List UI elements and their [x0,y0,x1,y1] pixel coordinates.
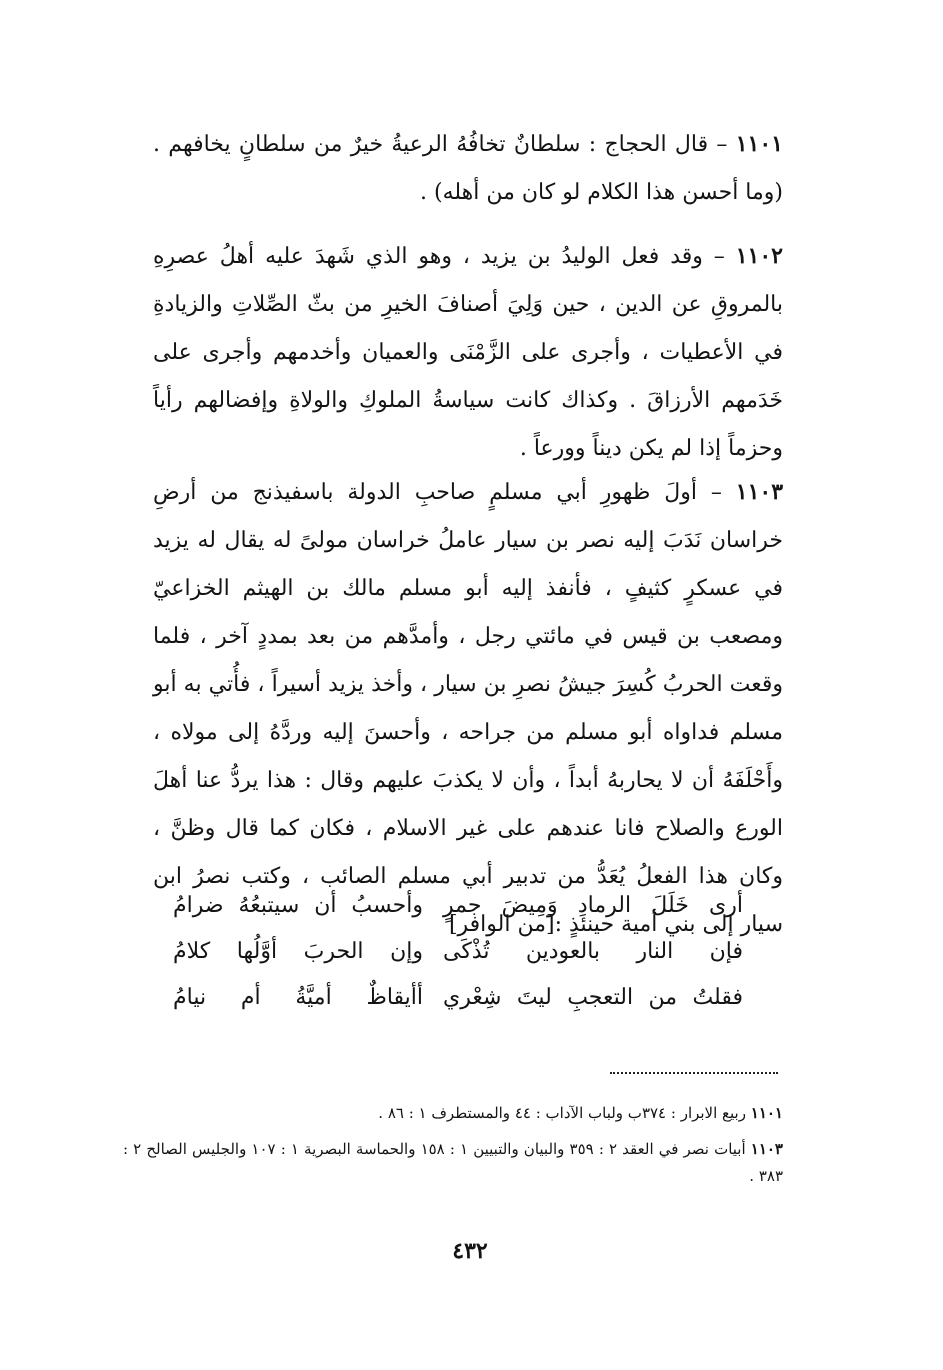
poem-verse [173,882,743,928]
footnote-separator [610,1072,778,1074]
footnote-1101 [123,1100,783,1127]
verse-second-hemistich: وأحسبُ أن سيتبعُهُ ضرامُ [173,892,423,918]
footnote-number: ١١٠١ [750,1104,783,1122]
entry-1102 [153,232,783,473]
page-number: ٤٣٢ [452,1238,488,1264]
entry-text: – أولَ ظهورِ أبي مسلمٍ صاحبِ الدولة باسفيذنج من أرضِ خراسان نَدَبَ إليه نصر بن سيار عاملُ خراسان مولىً له يقال له يزيد في عسكرٍ كثيفٍ ، فأنفذ إليه أبو مسلم مالك بن الهيثم الخزاعيّ ومصعب بن قيس في مائتي رجل ، وأمدَّهم من بعد بمددٍ آخر ، فلما وقعت الحربُ كُسِرَ جيشُ نصرِ بن سيار ، وأخذ يزيد أسيراً ، فأُتي به أبو مسلم فداواه أبو مسلم من جراحه ، وأحسنَ إليه وردَّهُ إلى مولاه ، وأَحْلَفَهُ أن لا يحاربهُ أبداً ، وأن لا يكذبَ عليهم وقال : هذا يردُّ عنا أهلَ الورع والصلاح فانا عندهم على غير الاسلام ، فكان كما قال وظنَّ ، وكان هذا الفعلُ يُعَدُّ من تدبير أبي مسلم الصائب ، وكتب نصرُ ابن سيار إلى بني أمية حينئذٍ :[من الوافر] [153,480,783,937]
verse-first-hemistich: أرى خَلَلَ الرمادِ وَمِيضَ جمرٍ [443,892,743,918]
poem-verse [173,928,743,974]
footnote-1103 [123,1136,783,1190]
verse-second-hemistich: أأيقاظٌ أميَّةُ أم نيامُ [173,984,423,1010]
footnote-text: ربيع الابرار : ٣٧٤ب ولباب الآداب : ٤٤ والمستطرف ١ : ٨٦ . [378,1104,746,1122]
entry-1101 [153,120,783,217]
entry-1103 [153,468,783,949]
verse-first-hemistich: فإن النار بالعودين تُذْكَى [443,938,743,964]
poem [173,882,743,1020]
entry-number: ١١٠١ [735,131,783,157]
verse-second-hemistich: وإن الحربَ أوَّلُها كلامُ [173,938,423,964]
poem-verse [173,974,743,1020]
entry-number: ١١٠٣ [735,479,784,505]
entry-text: – قال الحجاج : سلطانٌ تخافُهُ الرعيةُ خيرٌ من سلطانٍ يخافهم . (وما أحسن هذا الكلام لو كان من أهله) . [153,132,783,205]
verse-first-hemistich: فقلتُ من التعجبِ ليتَ شِعْري [443,984,743,1010]
entry-text: – وقد فعل الوليدُ بن يزيد ، وهو الذي شَهدَ عليه أهلُ عصرِهِ بالمروقِ عن الدين ، حين وَلِيَ أصنافَ الخيرِ من بثّ الصِّلاتِ والزيادةِ في الأعطيات ، وأجرى على الزَّمْنَى والعميان وأخدمهم وأجرى على خَدَمهم الأرزاقَ . وكذاك كانت سياسةُ الملوكِ والولاةِ وإفضالهم رأياً وحزماً إذا لم يكن ديناً وورعاً . [153,244,783,461]
entry-number: ١١٠٢ [735,243,783,269]
footnote-number: ١١٠٣ [750,1140,783,1158]
footnote-text: أبيات نصر في العقد ٢ : ٣٥٩ والبيان والتبيين ١ : ١٥٨ والحماسة البصرية ١ : ١٠٧ والجليس الصالح ٢ : ٣٨٣ . [123,1140,783,1185]
